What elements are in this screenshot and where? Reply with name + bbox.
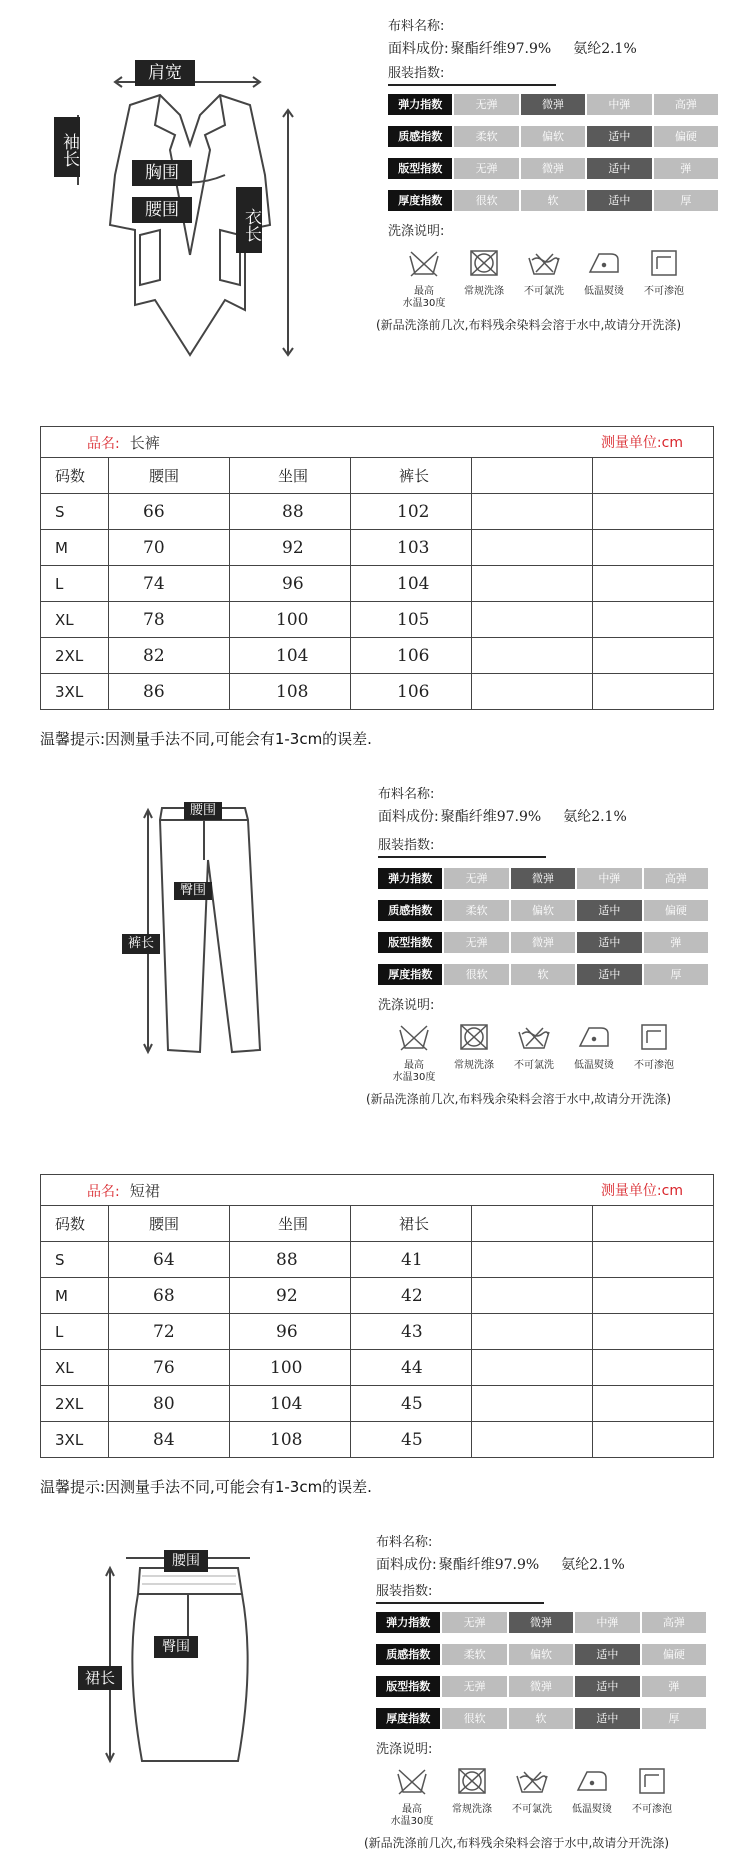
wash-icons bbox=[394, 248, 718, 310]
index-option: 无弹 bbox=[454, 94, 518, 115]
index-option: 柔软 bbox=[454, 126, 518, 147]
low-iron-icon bbox=[587, 248, 621, 278]
index-option: 很软 bbox=[454, 190, 518, 211]
index-option-selected: 适中 bbox=[577, 900, 641, 921]
wash-label: 常规洗涤 bbox=[464, 286, 504, 297]
index-option-selected: 微弹 bbox=[509, 1612, 573, 1633]
index-option: 软 bbox=[511, 964, 575, 985]
index-option: 厚 bbox=[644, 964, 708, 985]
table-row: S 66 88 102 bbox=[41, 494, 714, 530]
indices-title: 服装指数: bbox=[376, 1582, 706, 1602]
no-bleach-icon bbox=[527, 248, 561, 278]
skirt-table-header bbox=[41, 1175, 714, 1206]
product-name: 长裤 bbox=[129, 433, 160, 452]
wash-title: 洗涤说明: bbox=[376, 1742, 433, 1757]
table-row: 3XL 86 108 106 bbox=[41, 674, 714, 710]
index-label: 质感指数 bbox=[388, 126, 452, 147]
index-option: 偏软 bbox=[521, 126, 585, 147]
wash-label: 不可渗泡 bbox=[632, 1804, 672, 1815]
composition: 面料成份: 聚酯纤维97.9% 氨纶2.1% bbox=[378, 809, 627, 825]
col-header: 腰围 bbox=[109, 458, 230, 494]
skirt-label-hip: 臀围 bbox=[154, 1636, 198, 1658]
regular-wash-icon bbox=[457, 1022, 491, 1052]
pants-tip: 温馨提示:因测量手法不同,可能会有1-3cm的误差. bbox=[40, 730, 372, 748]
regular-wash-icon bbox=[455, 1766, 489, 1796]
product-name: 短裙 bbox=[129, 1181, 160, 1200]
index-option: 软 bbox=[521, 190, 585, 211]
product-label: 品名: bbox=[87, 435, 120, 452]
col-header: 腰围 bbox=[109, 1206, 230, 1242]
wash-label: 常规洗涤 bbox=[452, 1804, 492, 1815]
index-label: 弹力指数 bbox=[378, 868, 442, 889]
skirt-diagram bbox=[70, 1546, 290, 1786]
pants-outline-drawing bbox=[120, 790, 280, 1070]
indices-title: 服装指数: bbox=[388, 64, 718, 84]
col-header: 裤长 bbox=[351, 458, 472, 494]
wash-label: 最高 bbox=[404, 1060, 424, 1071]
index-option: 软 bbox=[509, 1708, 573, 1729]
composition: 面料成份: 聚酯纤维97.9% 氨纶2.1% bbox=[388, 41, 637, 57]
wash-label: 低温熨烫 bbox=[572, 1804, 612, 1815]
col-header: 坐围 bbox=[230, 1206, 351, 1242]
fabric-info-pants bbox=[366, 784, 708, 1107]
wash-label: 低温熨烫 bbox=[584, 286, 624, 297]
table-row: 3XL 84 108 45 bbox=[41, 1422, 714, 1458]
index-option: 偏硬 bbox=[644, 900, 708, 921]
col-header: 码数 bbox=[41, 1206, 109, 1242]
col-header: 坐围 bbox=[230, 458, 351, 494]
fabric-info-skirt bbox=[364, 1532, 706, 1851]
pants-label-waist: 腰围 bbox=[184, 802, 222, 820]
index-option: 偏硬 bbox=[642, 1644, 706, 1665]
index-label: 版型指数 bbox=[378, 932, 442, 953]
index-option-selected: 适中 bbox=[575, 1708, 639, 1729]
wash-icons bbox=[384, 1022, 708, 1084]
index-option: 偏硬 bbox=[654, 126, 718, 147]
wash-note: (新品洗涤前几次,布料残余染料会溶于水中,故请分开洗涤) bbox=[376, 318, 681, 332]
index-option: 偏软 bbox=[509, 1644, 573, 1665]
index-option: 偏软 bbox=[511, 900, 575, 921]
index-option-selected: 适中 bbox=[577, 964, 641, 985]
wash-label: 不可氯洗 bbox=[524, 286, 564, 297]
wash-title: 洗涤说明: bbox=[388, 224, 445, 239]
fabric-name-label: 布料名称: bbox=[378, 787, 435, 802]
pants-label-length: 裤长 bbox=[122, 934, 160, 954]
jacket-label-length: 衣长 bbox=[236, 187, 262, 253]
index-option: 很软 bbox=[444, 964, 508, 985]
index-option: 中弹 bbox=[587, 94, 651, 115]
table-row: S 64 88 41 bbox=[41, 1242, 714, 1278]
index-option: 柔软 bbox=[442, 1644, 506, 1665]
wash-label: 最高 bbox=[402, 1804, 422, 1815]
col-header: 码数 bbox=[41, 458, 109, 494]
wash-label: 不可氯洗 bbox=[512, 1804, 552, 1815]
no-soak-icon bbox=[635, 1766, 669, 1796]
index-option: 高弹 bbox=[644, 868, 708, 889]
index-option-selected: 适中 bbox=[575, 1676, 639, 1697]
wash-label: 不可渗泡 bbox=[644, 286, 684, 297]
jacket-label-sleeve: 袖长 bbox=[54, 117, 80, 177]
indices bbox=[378, 868, 708, 985]
max-temp-icon bbox=[397, 1022, 431, 1052]
index-option: 无弹 bbox=[444, 932, 508, 953]
jacket-label-waist: 腰围 bbox=[132, 197, 192, 223]
index-option: 弹 bbox=[642, 1676, 706, 1697]
unit-label: 测量单位:cm bbox=[600, 1182, 683, 1199]
col-header: 裙长 bbox=[351, 1206, 472, 1242]
index-option: 高弹 bbox=[654, 94, 718, 115]
index-label: 弹力指数 bbox=[376, 1612, 440, 1633]
index-label: 版型指数 bbox=[376, 1676, 440, 1697]
table-row: L 72 96 43 bbox=[41, 1314, 714, 1350]
wash-label: 不可氯洗 bbox=[514, 1060, 554, 1071]
index-option: 柔软 bbox=[444, 900, 508, 921]
no-bleach-icon bbox=[517, 1022, 551, 1052]
skirt-label-waist: 腰围 bbox=[164, 1550, 208, 1572]
index-option: 高弹 bbox=[642, 1612, 706, 1633]
index-option-selected: 适中 bbox=[587, 190, 651, 211]
wash-label: 常规洗涤 bbox=[454, 1060, 494, 1071]
indices bbox=[376, 1612, 706, 1729]
table-row: L 74 96 104 bbox=[41, 566, 714, 602]
wash-label: 水温30度 bbox=[392, 1072, 436, 1083]
jacket-diagram bbox=[60, 55, 310, 365]
pants-table-header bbox=[41, 427, 714, 458]
pants-label-hip: 臀围 bbox=[174, 882, 212, 900]
skirt-size-table bbox=[40, 1174, 714, 1458]
index-option: 微弹 bbox=[521, 158, 585, 179]
fabric-info-jacket bbox=[376, 16, 718, 333]
index-option: 弹 bbox=[644, 932, 708, 953]
wash-note: (新品洗涤前几次,布料残余染料会溶于水中,故请分开洗涤) bbox=[364, 1836, 669, 1850]
table-row: M 68 92 42 bbox=[41, 1278, 714, 1314]
index-option: 无弹 bbox=[444, 868, 508, 889]
table-row: XL 76 100 44 bbox=[41, 1350, 714, 1386]
unit-label: 测量单位:cm bbox=[600, 434, 683, 451]
skirt-label-length: 裙长 bbox=[78, 1666, 122, 1690]
index-label: 厚度指数 bbox=[388, 190, 452, 211]
index-option: 很软 bbox=[442, 1708, 506, 1729]
jacket-label-chest: 胸围 bbox=[132, 160, 192, 186]
pants-diagram bbox=[120, 790, 280, 1070]
wash-note: (新品洗涤前几次,布料残余染料会溶于水中,故请分开洗涤) bbox=[366, 1092, 671, 1106]
low-iron-icon bbox=[577, 1022, 611, 1052]
index-option-selected: 微弹 bbox=[511, 868, 575, 889]
no-bleach-icon bbox=[515, 1766, 549, 1796]
index-label: 质感指数 bbox=[378, 900, 442, 921]
indices bbox=[388, 94, 718, 211]
index-label: 弹力指数 bbox=[388, 94, 452, 115]
index-option: 中弹 bbox=[575, 1612, 639, 1633]
index-label: 版型指数 bbox=[388, 158, 452, 179]
index-option-selected: 适中 bbox=[577, 932, 641, 953]
pants-size-table bbox=[40, 426, 714, 710]
wash-label: 不可渗泡 bbox=[634, 1060, 674, 1071]
wash-label: 最高 bbox=[414, 286, 434, 297]
index-option-selected: 微弹 bbox=[521, 94, 585, 115]
no-soak-icon bbox=[647, 248, 681, 278]
product-label: 品名: bbox=[87, 1183, 120, 1200]
index-option: 中弹 bbox=[577, 868, 641, 889]
wash-label: 水温30度 bbox=[390, 1816, 434, 1827]
skirt-tip: 温馨提示:因测量手法不同,可能会有1-3cm的误差. bbox=[40, 1478, 372, 1496]
index-option: 无弹 bbox=[442, 1676, 506, 1697]
index-option: 厚 bbox=[642, 1708, 706, 1729]
fabric-name-label: 布料名称: bbox=[376, 1535, 433, 1550]
no-soak-icon bbox=[637, 1022, 671, 1052]
wash-title: 洗涤说明: bbox=[378, 998, 435, 1013]
table-header-row bbox=[41, 1206, 714, 1242]
wash-icons bbox=[382, 1766, 706, 1828]
regular-wash-icon bbox=[467, 248, 501, 278]
index-option: 弹 bbox=[654, 158, 718, 179]
max-temp-icon bbox=[395, 1766, 429, 1796]
table-row: XL 78 100 105 bbox=[41, 602, 714, 638]
wash-label: 低温熨烫 bbox=[574, 1060, 614, 1071]
index-label: 质感指数 bbox=[376, 1644, 440, 1665]
index-option-selected: 适中 bbox=[587, 126, 651, 147]
table-row: 2XL 82 104 106 bbox=[41, 638, 714, 674]
index-label: 厚度指数 bbox=[378, 964, 442, 985]
index-option-selected: 适中 bbox=[575, 1644, 639, 1665]
jacket-label-shoulder: 肩宽 bbox=[135, 60, 195, 86]
wash-label: 水温30度 bbox=[402, 298, 446, 309]
table-header-row bbox=[41, 458, 714, 494]
index-option: 无弹 bbox=[442, 1612, 506, 1633]
max-temp-icon bbox=[407, 248, 441, 278]
index-option: 无弹 bbox=[454, 158, 518, 179]
index-option: 微弹 bbox=[511, 932, 575, 953]
index-label: 厚度指数 bbox=[376, 1708, 440, 1729]
indices-title: 服装指数: bbox=[378, 836, 708, 856]
index-option: 厚 bbox=[654, 190, 718, 211]
index-option-selected: 适中 bbox=[587, 158, 651, 179]
index-option: 微弹 bbox=[509, 1676, 573, 1697]
fabric-name-label: 布料名称: bbox=[388, 19, 445, 34]
composition: 面料成份: 聚酯纤维97.9% 氨纶2.1% bbox=[376, 1557, 625, 1573]
table-row: 2XL 80 104 45 bbox=[41, 1386, 714, 1422]
low-iron-icon bbox=[575, 1766, 609, 1796]
table-row: M 70 92 103 bbox=[41, 530, 714, 566]
